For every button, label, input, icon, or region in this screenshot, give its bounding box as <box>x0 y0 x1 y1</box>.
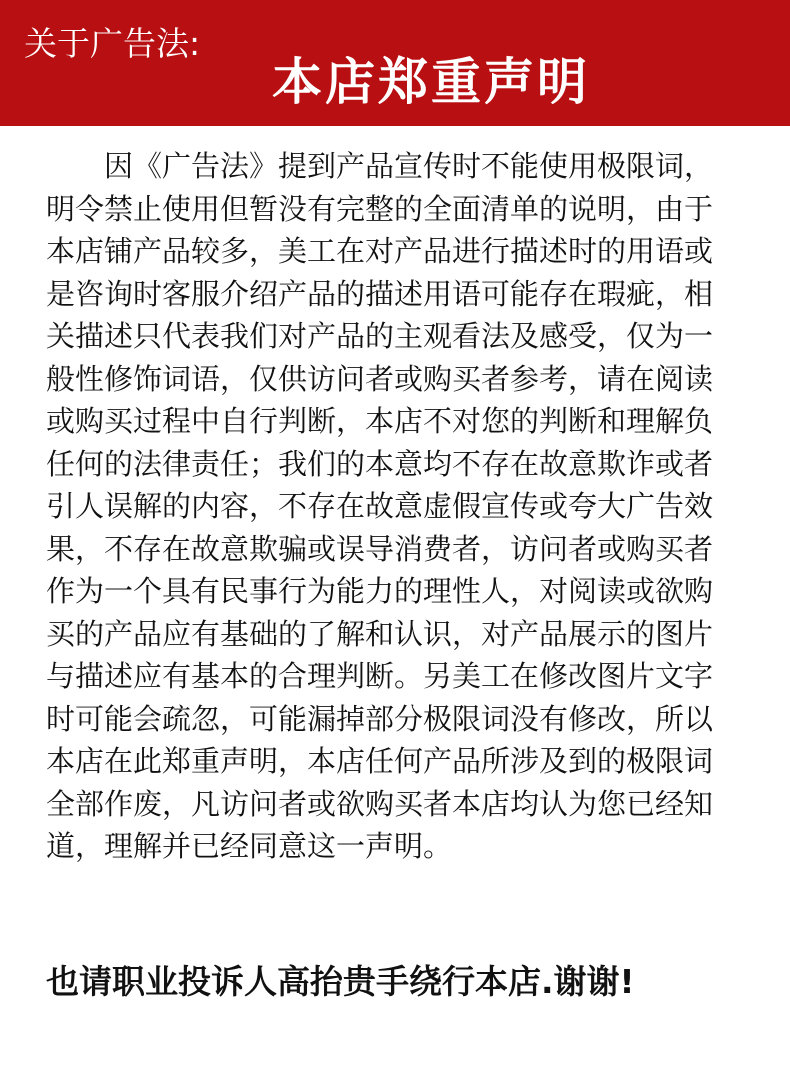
header-subtitle: 关于广告法: <box>24 24 201 63</box>
statement-body <box>46 145 746 868</box>
statement-line: 是咨询时客服介绍产品的描述用语可能存在瑕疵，相 <box>46 276 714 311</box>
statement-line: 作为一个具有民事行为能力的理性人，对阅读或欲购 <box>46 574 714 608</box>
header-title: 本店郑重声明 <box>272 53 590 111</box>
statement-line: 果，不存在故意欺骗或误导消费者，访问者或购买者 <box>46 531 714 566</box>
statement-line: 道，理解并已经同意这一声明。 <box>46 829 453 863</box>
statement-line: 引人误解的内容，不存在故意虚假宣传或夸大广告效 <box>46 489 714 523</box>
statement-line: 因《广告法》提到产品宣传时不能使用极限词， <box>46 149 714 183</box>
header-banner <box>0 0 790 126</box>
statement-line: 明令禁止使用但暂没有完整的全面清单的说明，由于 <box>46 191 714 226</box>
statement-line: 关描述只代表我们对产品的主观看法及感受，仅为一 <box>46 319 714 353</box>
statement-line: 买的产品应有基础的了解和认识，对产品展示的图片 <box>46 616 714 651</box>
statement-line: 般性修饰词语，仅供访问者或购买者参考，请在阅读 <box>46 361 714 396</box>
statement-line: 本店铺产品较多，美工在对产品进行描述时的用语或 <box>46 234 714 268</box>
statement-line: 时可能会疏忽，可能漏掉部分极限词没有修改，所以 <box>46 701 714 736</box>
footer-note: 也请职业投诉人高抬贵手绕行本店.谢谢! <box>46 962 635 1001</box>
statement-line: 或购买过程中自行判断，本店不对您的判断和理解负 <box>46 404 714 438</box>
statement-line: 与描述应有基本的合理判断。另美工在修改图片文字 <box>46 659 714 693</box>
statement-line: 任何的法律责任；我们的本意均不存在故意欺诈或者 <box>46 446 714 481</box>
statement-line: 全部作废，凡访问者或欲购买者本店均认为您已经知 <box>46 786 714 821</box>
statement-line: 本店在此郑重声明，本店任何产品所涉及到的极限词 <box>46 744 714 778</box>
